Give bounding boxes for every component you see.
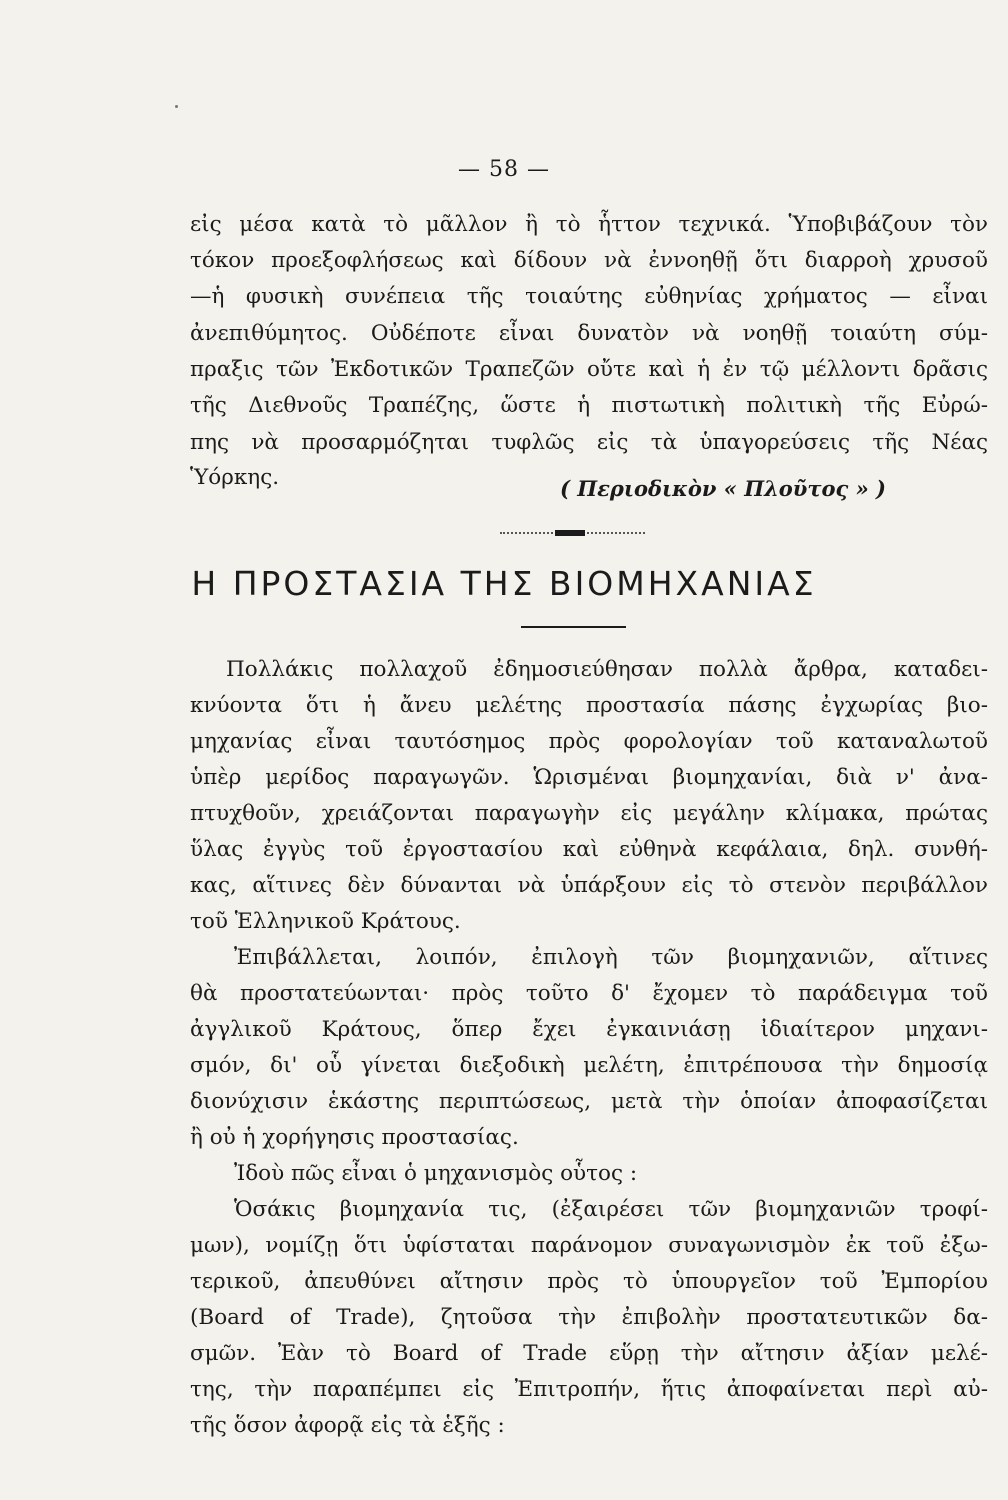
heading-underline bbox=[521, 626, 626, 628]
text-line: τόκον προεξοφλήσεως καὶ δίδουν νὰ ἐννοηθῇ ὅτι διαρροὴ χρυσοῦ bbox=[190, 248, 988, 273]
text-line: της, τὴν παραπέμπει εἰς Ἐπιτροπήν, ἥτις ἀποφαίνεται περὶ αὐ- bbox=[190, 1377, 988, 1402]
text-line: Ὁσάκις βιομηχανία τις, (ἐξαιρέσει τῶν βιομηχανιῶν τροφί- bbox=[234, 1197, 988, 1222]
text-line: ἀγγλικοῦ Κράτους, ὅπερ ἔχει ἐγκαινιάσῃ ἰδιαίτερον μηχανι- bbox=[190, 1017, 988, 1042]
text-line: Πολλάκις πολλαχοῦ ἐδημοσιεύθησαν πολλὰ ἄρθρα, καταδει- bbox=[226, 657, 988, 682]
text-line: Ἰδοὺ πῶς εἶναι ὁ μηχανισμὸς οὗτος : bbox=[234, 1161, 638, 1186]
text-line: πης νὰ προσαρμόζηται τυφλῶς εἰς τὰ ὑπαγορεύσεις τῆς Νέας bbox=[190, 430, 988, 455]
text-line: τῆς ὅσον ἀφορᾷ εἰς τὰ ἑξῆς : bbox=[190, 1413, 505, 1438]
text-line: εἰς μέσα κατὰ τὸ μᾶλλον ἢ τὸ ἧττον τεχνικά. Ὑποβιβάζουν τὸν bbox=[190, 212, 988, 237]
text-line: σμόν, δι' οὗ γίνεται διεξοδικὴ μελέτη, ἐπιτρέπουσα τὴν δημοσίᾳ bbox=[190, 1053, 988, 1078]
text-line: μηχανίας εἶναι ταυτόσημος πρὸς φορολογίαν τοῦ καταναλωτοῦ bbox=[190, 729, 988, 754]
text-line: κας, αἵτινες δὲν δύνανται νὰ ὑπάρξουν εἰς τὸ στενὸν περιβάλλον bbox=[190, 873, 988, 898]
text-line: πτυχθοῦν, χρειάζονται παραγωγὴν εἰς μεγάλην κλίμακα, πρώτας bbox=[190, 801, 988, 826]
section-ornament bbox=[500, 530, 645, 538]
text-line: —ἡ φυσικὴ συνέπεια τῆς τοιαύτης εὐθηνίας χρήματος — εἶναι bbox=[190, 284, 988, 309]
ornament-bar bbox=[555, 530, 585, 536]
text-line: θὰ προστατεύωνται· πρὸς τοῦτο δ' ἔχομεν τὸ παράδειγμα τοῦ bbox=[190, 981, 988, 1006]
section-heading: Η ΠΡΟΣΤΑΣΙΑ ΤΗΣ ΒΙΟΜΗΧΑΝΙΑΣ bbox=[191, 564, 817, 603]
text-line: Ὑόρκης. bbox=[190, 465, 280, 490]
text-line: ὑπὲρ μερίδος παραγωγῶν. Ὡρισμέναι βιομηχανίαι, διὰ ν' ἀνα- bbox=[190, 765, 988, 790]
text-line: διονύχισιν ἑκάστης περιπτώσεως, μετὰ τὴν ὁποίαν ἀποφασίζεται bbox=[190, 1089, 988, 1114]
text-line: τοῦ Ἑλληνικοῦ Κράτους. bbox=[190, 909, 461, 934]
text-line: ἀνεπιθύμητος. Οὐδέποτε εἶναι δυνατὸν νὰ νοηθῇ τοιαύτη σύμ- bbox=[190, 321, 988, 346]
source-citation: ( Περιοδικὸν « Πλοῦτος » ) bbox=[560, 476, 886, 501]
text-line: Ἐπιβάλλεται, λοιπόν, ἐπιλογὴ τῶν βιομηχανιῶν, αἵτινες bbox=[234, 945, 988, 970]
text-line: ἢ οὐ ἡ χορήγησις προστασίας. bbox=[190, 1125, 519, 1150]
speck bbox=[175, 105, 178, 108]
text-line: σμῶν. Ἐὰν τὸ Board of Trade εὕρῃ τὴν αἴτησιν ἀξίαν μελέ- bbox=[190, 1341, 988, 1366]
text-line: πραξις τῶν Ἐκδοτικῶν Τραπεζῶν οὔτε καὶ ἡ ἐν τῷ μέλλοντι δρᾶσις bbox=[190, 357, 988, 382]
text-line: ὕλας ἐγγὺς τοῦ ἐργοστασίου καὶ εὐθηνὰ κεφάλαια, δηλ. συνθή- bbox=[190, 837, 988, 862]
text-line: τῆς Διεθνοῦς Τραπέζης, ὥστε ἡ πιστωτικὴ πολιτικὴ τῆς Εὐρώ- bbox=[190, 393, 988, 418]
page-number: — 58 — bbox=[458, 157, 550, 182]
text-line: κνύοντα ὅτι ἡ ἄνευ μελέτης προστασία πάσης ἐγχωρίας βιο- bbox=[190, 693, 988, 718]
text-line: (Board of Trade), ζητοῦσα τὴν ἐπιβολὴν προστατευτικῶν δα- bbox=[190, 1305, 988, 1330]
text-line: μων), νομίζῃ ὅτι ὑφίσταται παράνομον συναγωνισμὸν ἐκ τοῦ ἐξω- bbox=[190, 1233, 988, 1258]
text-line: τερικοῦ, ἀπευθύνει αἴτησιν πρὸς τὸ ὑπουργεῖον τοῦ Ἐμπορίου bbox=[190, 1269, 988, 1294]
